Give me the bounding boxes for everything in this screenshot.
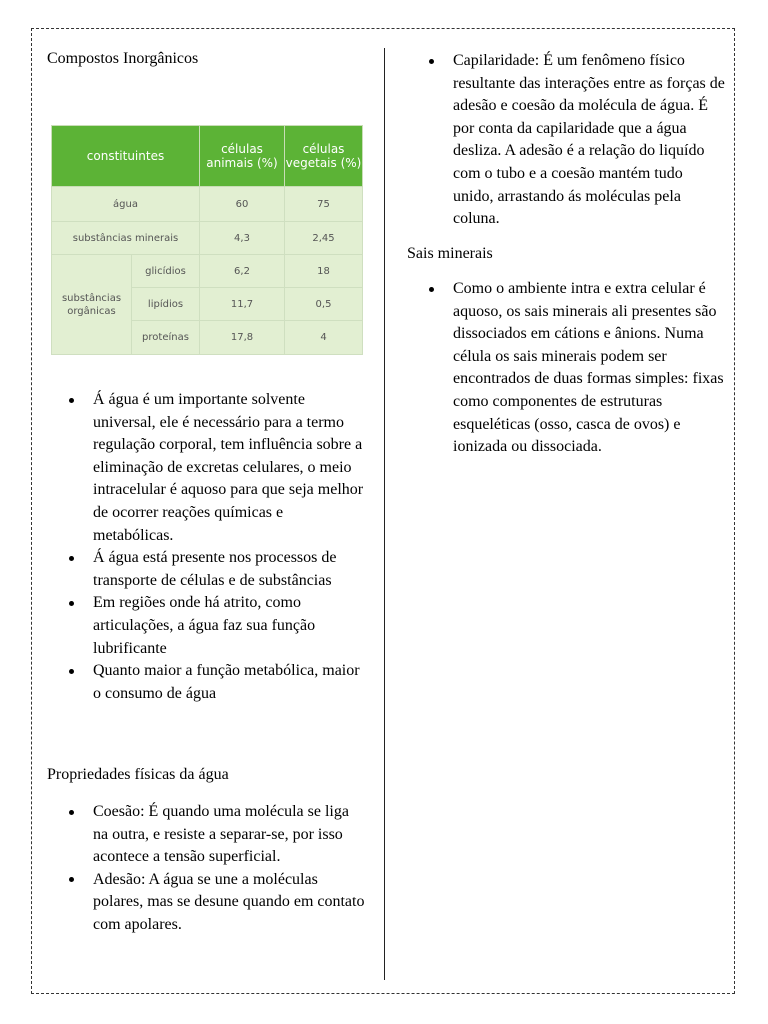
- cell-vegetal: 4: [285, 321, 363, 355]
- cell-animal: 6,2: [200, 255, 285, 288]
- constituents-table-wrapper: [51, 125, 362, 354]
- cell-vegetal: 2,45: [285, 222, 363, 255]
- row-label: proteínas: [132, 321, 200, 355]
- heading-compostos: Compostos Inorgânicos: [47, 50, 199, 67]
- list-item: Coesão: É quando uma molécula se liga na outra, e resiste a separar-se, por isso acontece a tensão superficial.: [47, 801, 367, 869]
- properties-section: [47, 801, 367, 937]
- capilaridade-section: [407, 50, 727, 231]
- heading-propriedades: Propriedades físicas da água: [47, 766, 229, 783]
- header-animal: células animais (%): [200, 126, 285, 187]
- cell-animal: 17,8: [200, 321, 285, 355]
- cell-animal: 60: [200, 187, 285, 222]
- cell-animal: 11,7: [200, 288, 285, 321]
- row-label: água: [52, 187, 200, 222]
- water-bullet-list: [47, 389, 367, 705]
- list-item: Á água é um importante solvente universal, ele é necessário para a termo regulação corporal, tem influência sobre a eliminação de excretas celulares, o meio intracelular é aquoso para que seja melhor de ocorrer reações químicas e metabólicas.: [47, 389, 367, 547]
- table-row: [52, 255, 363, 288]
- properties-bullet-list: [47, 801, 367, 937]
- list-item: Como o ambiente intra e extra celular é aquoso, os sais minerais ali presentes são dissociados em cátions e ânions. Numa célula os sais minerais podem ser encontrados de duas formas simples: fixas como componentes de estruturas esqueléticas (osso, casca de ovos) e ionizada ou dissociada.: [407, 278, 727, 459]
- capilaridade-list: [407, 50, 727, 231]
- cell-vegetal: 75: [285, 187, 363, 222]
- column-divider: [384, 48, 385, 980]
- constituents-table: [51, 125, 363, 355]
- row-label: glicídios: [132, 255, 200, 288]
- group-label: substâncias orgânicas: [52, 255, 132, 355]
- row-label: substâncias minerais: [52, 222, 200, 255]
- sais-section: [407, 278, 727, 459]
- cell-animal: 4,3: [200, 222, 285, 255]
- water-bullets-section: [47, 389, 367, 705]
- header-constituintes: constituintes: [52, 126, 200, 187]
- list-item: Capilaridade: É um fenômeno físico resultante das interações entre as forças de adesão e coesão da molécula de água. É por conta da capilaridade que a água desliza. A adesão é a relação do liquído com o tubo e a coesão mantém tudo unido, arrastando ás moléculas pela coluna.: [407, 50, 727, 231]
- row-label: lipídios: [132, 288, 200, 321]
- table-row: [52, 187, 363, 222]
- header-vegetal: células vegetais (%): [285, 126, 363, 187]
- heading-sais-minerais: Sais minerais: [407, 245, 493, 262]
- list-item: Á água está presente nos processos de transporte de células e de substâncias: [47, 547, 367, 592]
- cell-vegetal: 18: [285, 255, 363, 288]
- table-row: [52, 222, 363, 255]
- list-item: Quanto maior a função metabólica, maior o consumo de água: [47, 660, 367, 705]
- cell-vegetal: 0,5: [285, 288, 363, 321]
- list-item: Em regiões onde há atrito, como articulações, a água faz sua função lubrificante: [47, 592, 367, 660]
- list-item: Adesão: A água se une a moléculas polares, mas se desune quando em contato com apolares.: [47, 869, 367, 937]
- left-column: [47, 48, 367, 70]
- sais-list: [407, 278, 727, 459]
